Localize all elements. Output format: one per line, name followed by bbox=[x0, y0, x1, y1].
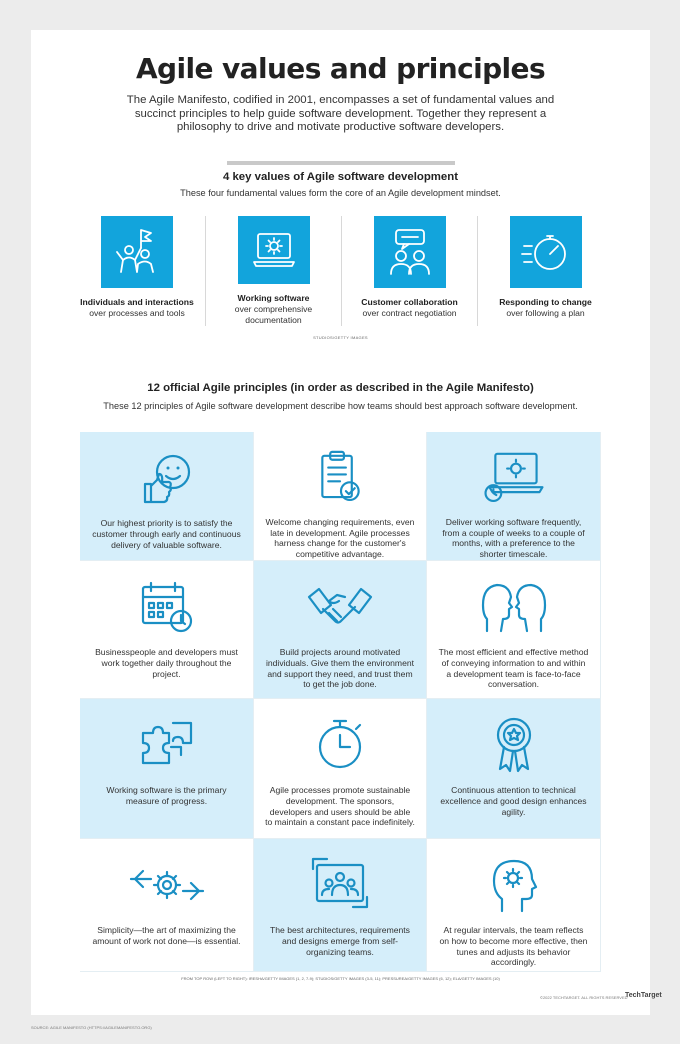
principle-text: Businesspeople and developers must work together daily throughout the project. bbox=[95, 647, 238, 679]
value-title: Responding to change bbox=[499, 297, 592, 307]
value-text bbox=[214, 293, 334, 326]
principle-text: Deliver working software frequently, from a couple of weeks to a couple of months, with a preference to the shorter timescale. bbox=[442, 516, 585, 560]
value-title: Customer collaboration bbox=[361, 297, 458, 307]
principle-text: Our highest priority is to satisfy the customer through early and continuous delivery of valuable software. bbox=[92, 518, 241, 550]
value-subtitle: over comprehensive documentation bbox=[234, 304, 313, 325]
value-subtitle: over following a plan bbox=[506, 308, 585, 318]
values-subheading: These four fundamental values form the core of an Agile development mindset. bbox=[180, 188, 501, 198]
principle-card bbox=[254, 561, 427, 699]
principle-text: At regular intervals, the team reflects on how to become more effective, then tunes and adjusts its behavior accordingly. bbox=[439, 925, 588, 968]
team-screen-icon bbox=[305, 853, 375, 917]
principle-card bbox=[80, 839, 254, 972]
principle-card bbox=[80, 561, 254, 699]
principle-text: Continuous attention to technical excellence and good design enhances agility. bbox=[440, 785, 587, 817]
brand-logo: TechTarget bbox=[625, 992, 662, 999]
calendar-clock-icon bbox=[135, 575, 199, 639]
image-credit: STUDIOS/GETTY IMAGES bbox=[313, 335, 368, 340]
principles-heading: 12 official Agile principles (in order as described in the Agile Manifesto) bbox=[147, 382, 534, 394]
principle-card bbox=[427, 432, 601, 561]
value-title: Working software bbox=[237, 293, 310, 303]
value-subtitle: over processes and tools bbox=[89, 308, 185, 318]
laptop-gear-icon bbox=[238, 216, 310, 284]
principles-subheading: These 12 principles of Agile software development describe how teams should best approach software development. bbox=[103, 401, 578, 411]
principle-text: Build projects around motivated individuals. Give them the environment and support they need, and trust them to get the job done. bbox=[265, 647, 415, 690]
principle-card bbox=[427, 839, 601, 972]
principle-text: Simplicity—the art of maximizing the amount of work not done—is essential. bbox=[92, 925, 241, 946]
value-text bbox=[77, 297, 197, 319]
award-ribbon-icon bbox=[482, 713, 546, 777]
image-credit: FROM TOP ROW (LEFT TO RIGHT): IRESHA/GETTY IMAGES (1, 2, 7-9); STUDIOS/GETTY IMAGES (3-5, 11); PRESSUREA/GETTY IMAGES (6, 12); ELA/GETTY IMAGES (10) bbox=[181, 976, 500, 981]
principle-text: Working software is the primary measure of progress. bbox=[106, 785, 227, 806]
value-item bbox=[477, 216, 613, 326]
values-heading: 4 key values of Agile software development bbox=[222, 171, 459, 183]
clipboard-check-icon bbox=[308, 446, 372, 509]
puzzle-icon bbox=[135, 713, 199, 777]
value-text bbox=[486, 297, 606, 319]
stopwatch-icon bbox=[308, 713, 372, 777]
principle-card bbox=[80, 432, 254, 561]
value-item bbox=[341, 216, 477, 326]
intro-paragraph: The Agile Manifesto, codified in 2001, encompasses a set of fundamental values and succinct principles to help guide software development. Together they represent a philosophy to drive and motivate productive software developers. bbox=[126, 94, 555, 134]
laptop-gear-clock-icon bbox=[479, 446, 549, 509]
copyright: ©2022 TECHTARGET. ALL RIGHTS RESERVED bbox=[540, 995, 628, 1000]
gear-arrows-icon bbox=[127, 853, 207, 917]
head-gear-icon bbox=[482, 853, 546, 917]
handshake-icon bbox=[305, 575, 375, 639]
principle-text: The best architectures, requirements and designs emerge from self-organizing teams. bbox=[270, 925, 410, 957]
principle-text: Welcome changing requirements, even late in development. Agile processes harness change for the customer's competitive advantage. bbox=[265, 516, 415, 560]
value-subtitle: over contract negotiation bbox=[362, 308, 457, 318]
principle-card bbox=[254, 839, 427, 972]
principles-grid bbox=[80, 432, 601, 972]
source-note: SOURCE: AGILE MANIFESTO (HTTPS://AGILEMANIFESTO.ORG) bbox=[31, 1025, 152, 1030]
people-chat-icon bbox=[374, 216, 446, 288]
value-text bbox=[350, 297, 470, 319]
value-item bbox=[69, 216, 205, 326]
face-to-face-icon bbox=[479, 575, 549, 639]
infographic bbox=[31, 30, 650, 1030]
section-divider bbox=[227, 161, 455, 165]
smiley-thumbs-up-icon bbox=[135, 446, 199, 510]
principle-card bbox=[427, 561, 601, 699]
principle-card bbox=[254, 699, 427, 839]
stopwatch-speed-icon bbox=[510, 216, 582, 288]
team-flag-icon bbox=[101, 216, 173, 288]
principle-card bbox=[80, 699, 254, 839]
principle-card bbox=[427, 699, 601, 839]
value-title: Individuals and interactions bbox=[80, 297, 194, 307]
values-row bbox=[69, 216, 613, 326]
value-item bbox=[205, 216, 341, 326]
principle-text: Agile processes promote sustainable development. The sponsors, developers and users should be able to maintain a constant pace indefinitely. bbox=[265, 785, 415, 828]
principle-text: The most efficient and effective method of conveying information to and within a development team is face-to-face conversation. bbox=[438, 647, 589, 690]
principle-card bbox=[254, 432, 427, 561]
page-title: Agile values and principles bbox=[135, 52, 546, 85]
